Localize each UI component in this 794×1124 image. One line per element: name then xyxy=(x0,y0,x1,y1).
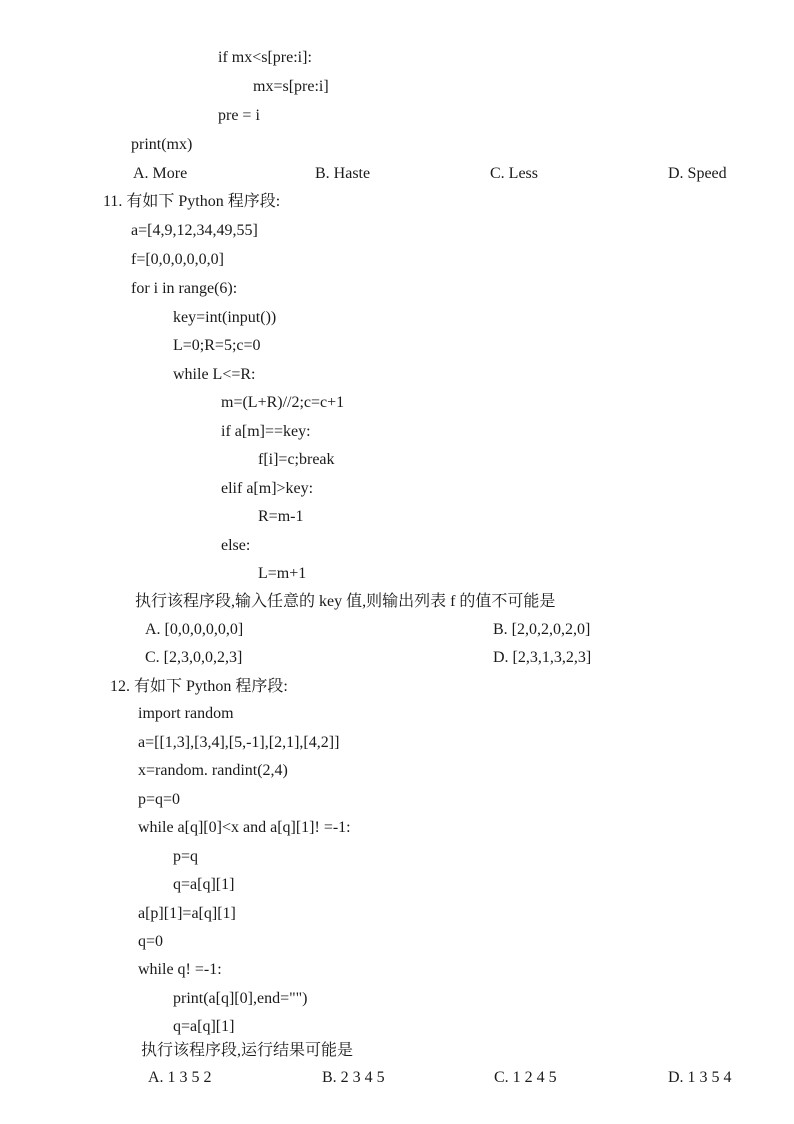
code-line: a=[4,9,12,34,49,55] xyxy=(131,222,258,239)
code-line: f=[0,0,0,0,0,0] xyxy=(131,251,225,268)
option-c: C. Less xyxy=(490,165,538,182)
question-title: 12. 有如下 Python 程序段: xyxy=(110,678,288,695)
code-line: print(mx) xyxy=(131,136,193,153)
code-line: elif a[m]>key: xyxy=(221,480,314,497)
code-line: if mx<s[pre:i]: xyxy=(218,49,312,66)
option-b: B. Haste xyxy=(315,165,371,182)
code-line: while L<=R: xyxy=(173,366,256,383)
option-d: D. Speed xyxy=(668,165,727,182)
code-line: import random xyxy=(138,705,234,722)
code-line: L=0;R=5;c=0 xyxy=(173,337,261,354)
option-c: C. [2,3,0,0,2,3] xyxy=(145,649,243,666)
code-line: m=(L+R)//2;c=c+1 xyxy=(221,394,345,411)
option-b: B. 2 3 4 5 xyxy=(322,1069,385,1086)
option-c: C. 1 2 4 5 xyxy=(494,1069,557,1086)
code-line: mx=s[pre:i] xyxy=(253,78,329,95)
option-b: B. [2,0,2,0,2,0] xyxy=(493,621,591,638)
question-title: 11. 有如下 Python 程序段: xyxy=(103,193,281,210)
code-line: a[p][1]=a[q][1] xyxy=(138,905,236,922)
code-line: key=int(input()) xyxy=(173,309,277,326)
option-a: A. More xyxy=(133,165,188,182)
code-line: q=a[q][1] xyxy=(173,876,235,893)
code-line: R=m-1 xyxy=(258,508,304,525)
code-line: if a[m]==key: xyxy=(221,423,311,440)
option-a: A. 1 3 5 2 xyxy=(148,1069,212,1086)
question-text: 执行该程序段,输入任意的 key 值,则输出列表 f 的值不可能是 xyxy=(135,593,556,610)
code-line: q=0 xyxy=(138,933,164,950)
code-line: x=random. randint(2,4) xyxy=(138,762,288,779)
question-text: 执行该程序段,运行结果可能是 xyxy=(141,1042,354,1059)
option-a: A. [0,0,0,0,0,0] xyxy=(145,621,244,638)
option-d: D. 1 3 5 4 xyxy=(668,1069,732,1086)
option-d: D. [2,3,1,3,2,3] xyxy=(493,649,592,666)
code-line: f[i]=c;break xyxy=(258,451,335,468)
code-line: else: xyxy=(221,537,251,554)
code-line: L=m+1 xyxy=(258,565,307,582)
code-line: pre = i xyxy=(218,107,260,124)
code-line: while a[q][0]<x and a[q][1]! =-1: xyxy=(138,819,351,836)
code-line: p=q xyxy=(173,848,199,865)
code-line: q=a[q][1] xyxy=(173,1018,235,1035)
code-line: p=q=0 xyxy=(138,791,181,808)
code-line: for i in range(6): xyxy=(131,280,238,297)
code-line: a=[[1,3],[3,4],[5,-1],[2,1],[4,2]] xyxy=(138,734,340,751)
code-line: while q! =-1: xyxy=(138,961,222,978)
code-line: print(a[q][0],end="") xyxy=(173,990,308,1007)
